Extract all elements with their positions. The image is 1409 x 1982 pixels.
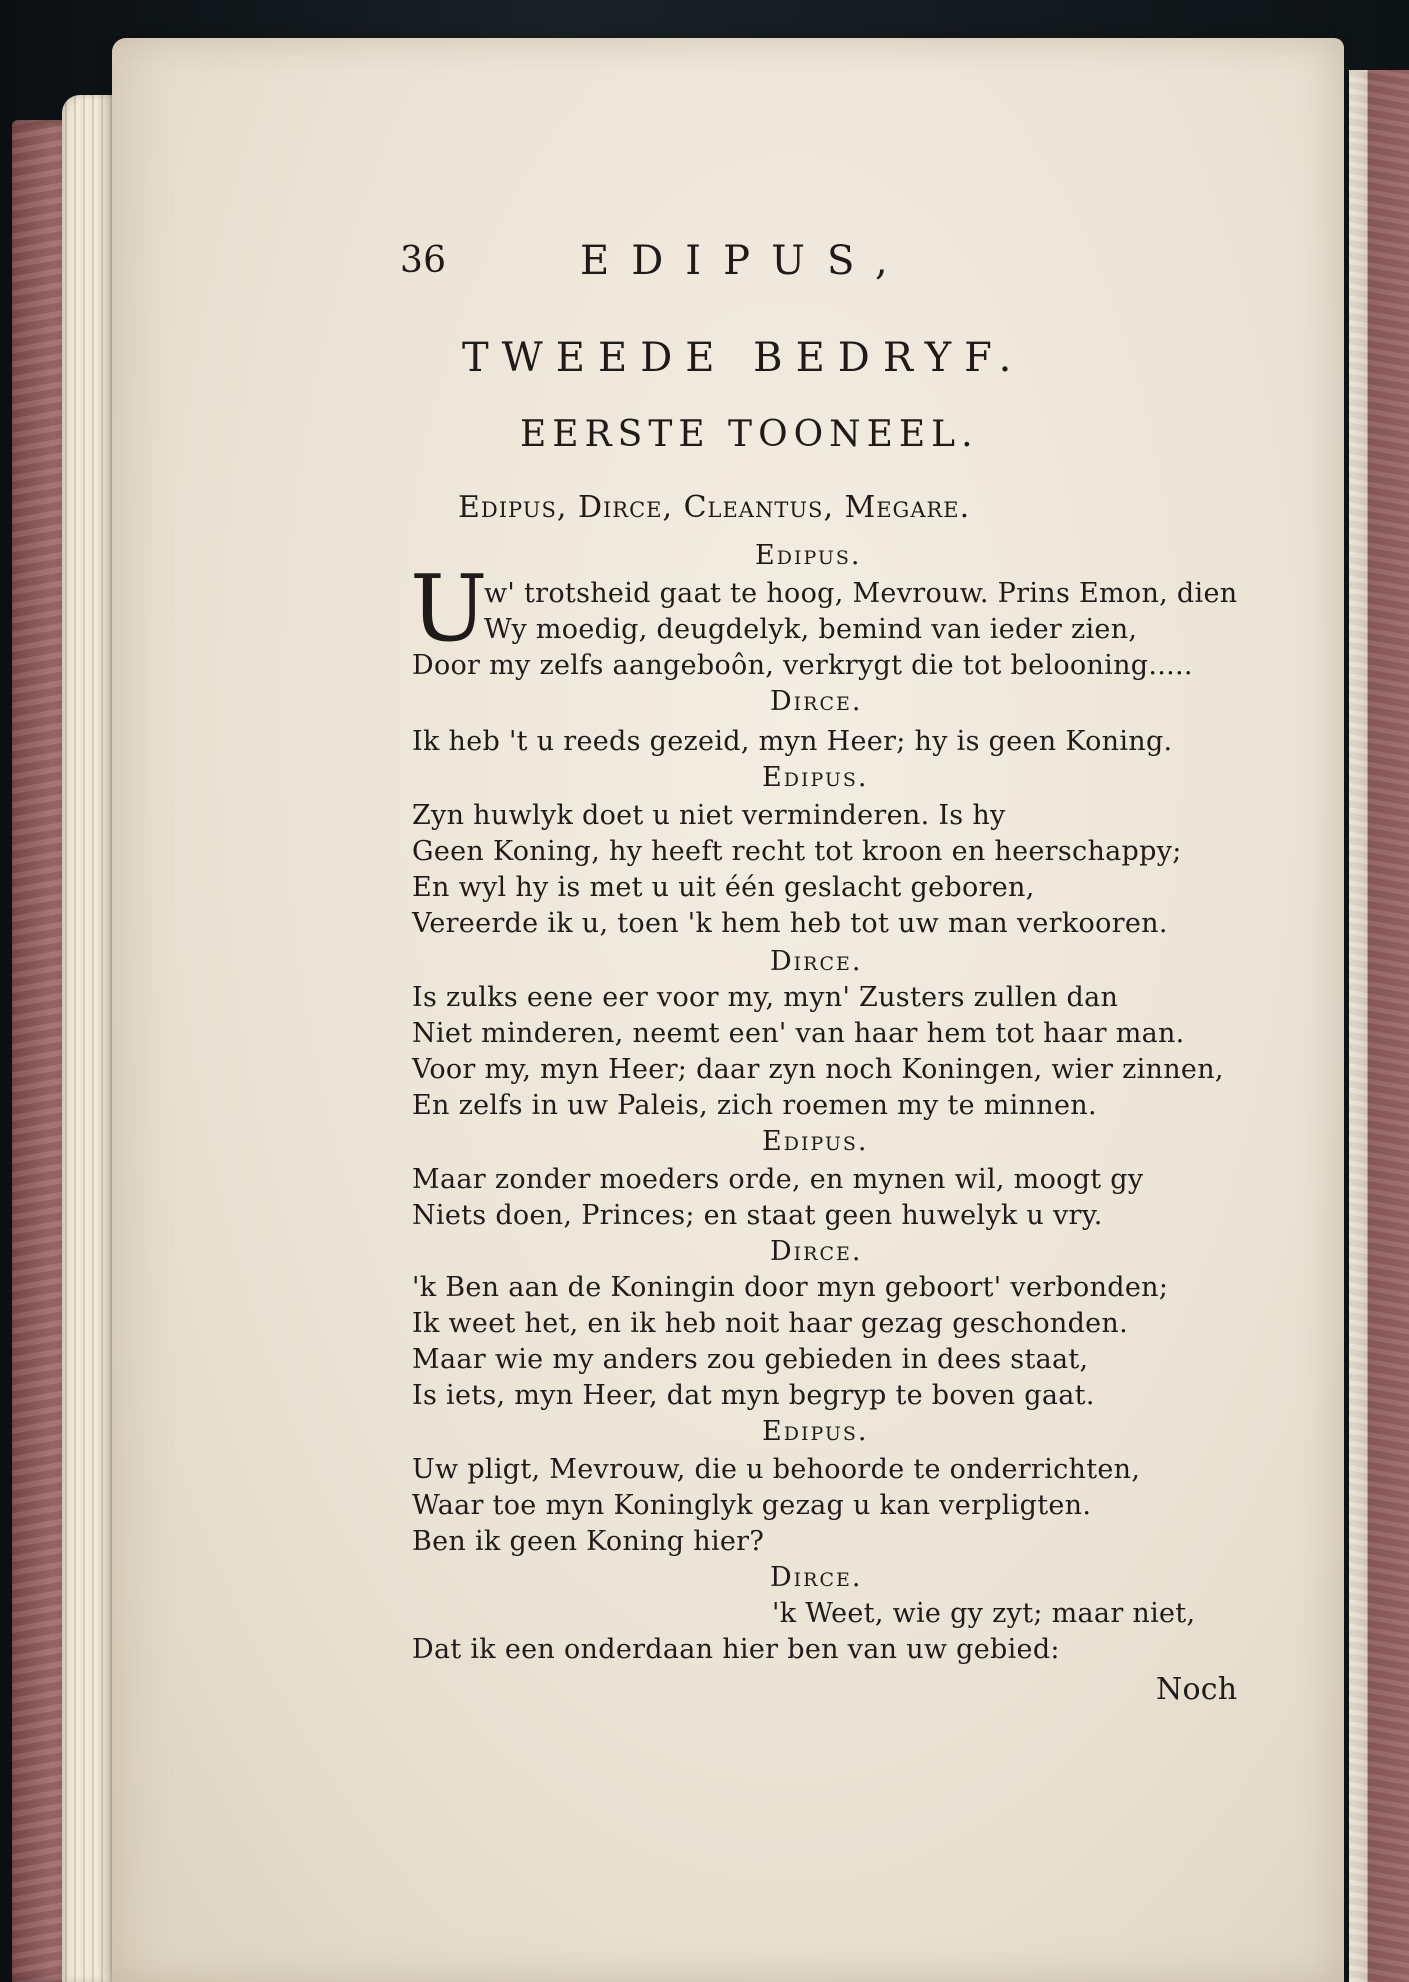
speaker-name: Dirce. [770,1236,863,1267]
verse-line: Maar zonder moeders orde, en mynen wil, moogt gy [412,1164,1144,1195]
speaker-name: Dirce. [770,686,863,717]
verse-line: En zelfs in uw Paleis, zich roemen my te minnen. [412,1090,1097,1121]
verse-line: Waar toe myn Koninglyk gezag u kan verpligten. [412,1490,1092,1521]
verse-line: Dat ik een onderdaan hier ben van uw gebied: [412,1634,1060,1665]
verse-line: Door my zelfs aangeboôn, verkrygt die tot belooning..... [412,650,1193,681]
drop-capital: U [410,555,488,662]
verse-line: Is zulks eene eer voor my, myn' Zusters zullen dan [412,982,1119,1013]
book-cover-right [1349,70,1409,1982]
catchword: Noch [1156,1672,1238,1707]
verse-line: Maar wie my anders zou gebieden in dees staat, [412,1344,1089,1375]
verse-line: Ik weet het, en ik heb noit haar gezag geschonden. [412,1308,1128,1339]
verse-line: Is iets, myn Heer, dat myn begryp te boven gaat. [412,1380,1095,1411]
verse-line: Geen Koning, hy heeft recht tot kroon en heerschappy; [412,836,1182,867]
verse-line: Niet minderen, neemt een' van haar hem tot haar man. [412,1018,1185,1049]
verse-line: Vereerde ik u, toen 'k hem heb tot uw man verkooren. [412,908,1168,939]
verse-line: Ik heb 't u reeds gezeid, myn Heer; hy is geen Koning. [412,726,1173,757]
speaker-name: Edipus. [762,762,869,793]
speaker-name: Edipus. [755,540,862,571]
verse-line: Voor my, myn Heer; daar zyn noch Koningen, wier zinnen, [412,1054,1224,1085]
verse-line: Wy moedig, deugdelyk, bemind van ieder zien, [484,614,1138,645]
verse-line: 'k Weet, wie gy zyt; maar niet, [772,1598,1196,1629]
running-title: EDIPUS, [580,238,910,284]
speaker-name: Edipus. [762,1416,869,1447]
act-title: TWEEDE BEDRYF. [462,335,1025,381]
verse-line: Niets doen, Princes; en staat geen huwelyk u vry. [412,1200,1103,1231]
verse-line: En wyl hy is met u uit één geslacht geboren, [412,872,1035,903]
verse-line: Zyn huwlyk doet u niet verminderen. Is hy [412,800,1006,831]
speaker-name: Edipus. [762,1126,869,1157]
verse-line: Ben ik geen Koning hier? [412,1526,765,1557]
page-number: 36 [400,240,447,281]
character-list: Edipus, Dirce, Cleantus, Megare. [458,490,971,525]
verse-line: w' trotsheid gaat te hoog, Mevrouw. Prins Emon, dien [484,578,1238,609]
verse-line: 'k Ben aan de Koningin door myn geboort' verbonden; [412,1272,1169,1303]
speaker-name: Dirce. [770,1562,863,1593]
verse-line: Uw pligt, Mevrouw, die u behoorde te onderrichten, [412,1454,1141,1485]
speaker-name: Dirce. [770,946,863,977]
scene-title: EERSTE TOONEEL. [520,414,979,455]
